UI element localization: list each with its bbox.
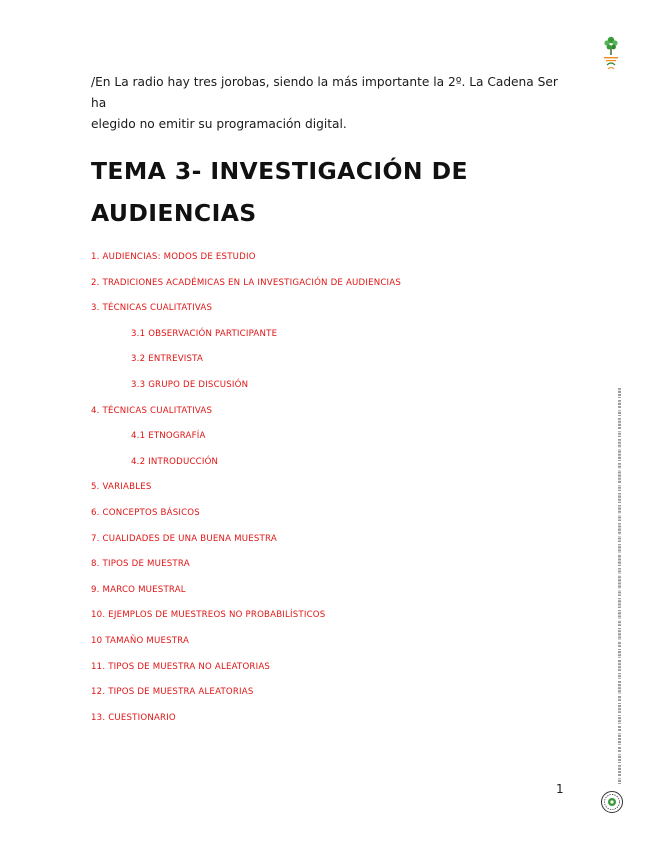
toc-subitem[interactable]: 3.2 ENTREVISTA	[131, 354, 204, 365]
toc-item[interactable]: 4. TÉCNICAS CUALITATIVAS	[91, 405, 213, 416]
toc-item[interactable]: 13. CUESTIONARIO	[91, 712, 176, 723]
toc-subitem[interactable]: 4.2 INTRODUCCIÓN	[131, 456, 219, 467]
intro-paragraph	[91, 72, 571, 135]
toc-subitem[interactable]: 3.3 GRUPO DE DISCUSIÓN	[131, 379, 249, 390]
toc-subitem[interactable]: 3.1 OBSERVACIÓN PARTICIPANTE	[131, 328, 278, 339]
toc-item[interactable]: 10. EJEMPLOS DE MUESTREOS NO PROBABILÍSTICOS	[91, 610, 326, 621]
toc-item[interactable]: 6. CONCEPTOS BÁSICOS	[91, 507, 200, 518]
toc-item[interactable]: 9. MARCO MUESTRAL	[91, 584, 186, 595]
toc-item[interactable]: 10 TAMAÑO MUESTRA	[91, 635, 190, 646]
toc-item[interactable]: 1. AUDIENCIAS: MODOS DE ESTUDIO	[91, 252, 256, 262]
plant-logo-icon	[601, 35, 621, 75]
toc-item[interactable]: 7. CUALIDADES DE UNA BUENA MUESTRA	[91, 533, 277, 544]
toc-item[interactable]: 12. TIPOS DE MUESTRA ALEATORIAS	[91, 687, 254, 698]
vertical-margin-text	[614, 78, 626, 784]
intro-line-1: /En La radio hay tres jorobas, siendo la más importante la 2º. La Cadena Ser ha	[91, 75, 558, 110]
toc-item[interactable]: 2. TRADICIONES ACADÉMICAS EN LA INVESTIGACIÓN DE AUDIENCIAS	[91, 277, 402, 288]
toc-item[interactable]: 11. TIPOS DE MUESTRA NO ALEATORIAS	[91, 661, 271, 672]
page-title	[91, 150, 551, 234]
page-number: 1	[556, 782, 564, 796]
toc-subitem[interactable]: 4.1 ETNOGRAFÍA	[131, 431, 206, 442]
intro-line-2: elegido no emitir su programación digital.	[91, 117, 347, 131]
page-title-line-1: TEMA 3- INVESTIGACIÓN DE	[91, 157, 468, 185]
vertical-margin-text-lines: ıııı ıııııııı ıııııı ıııı ıııııııı ıııı ıııııı ııııııı ıııı ııııııııı ıııı ıııııııı ıııııı ıııı ıııııııı ıııı ıııııı ııııııı ıııı ııııııııı ıııı ıııııııı ıııııı ıııı ıııııııı ıııı ıııııı ııııııı ıııı ııııııııı ıııı ıııııııı ıııııı ıııı ıııııııı ıııı ıııııı ııııııı	[617, 387, 623, 784]
page-title-line-2: AUDIENCIAS	[91, 199, 257, 227]
toc-item[interactable]: 3. TÉCNICAS CUALITATIVAS	[91, 303, 213, 314]
toc-item[interactable]: 5. VARIABLES	[91, 482, 152, 493]
toc-item[interactable]: 8. TIPOS DE MUESTRA	[91, 559, 190, 570]
seal-logo-icon	[600, 790, 624, 814]
table-of-contents	[91, 250, 401, 736]
